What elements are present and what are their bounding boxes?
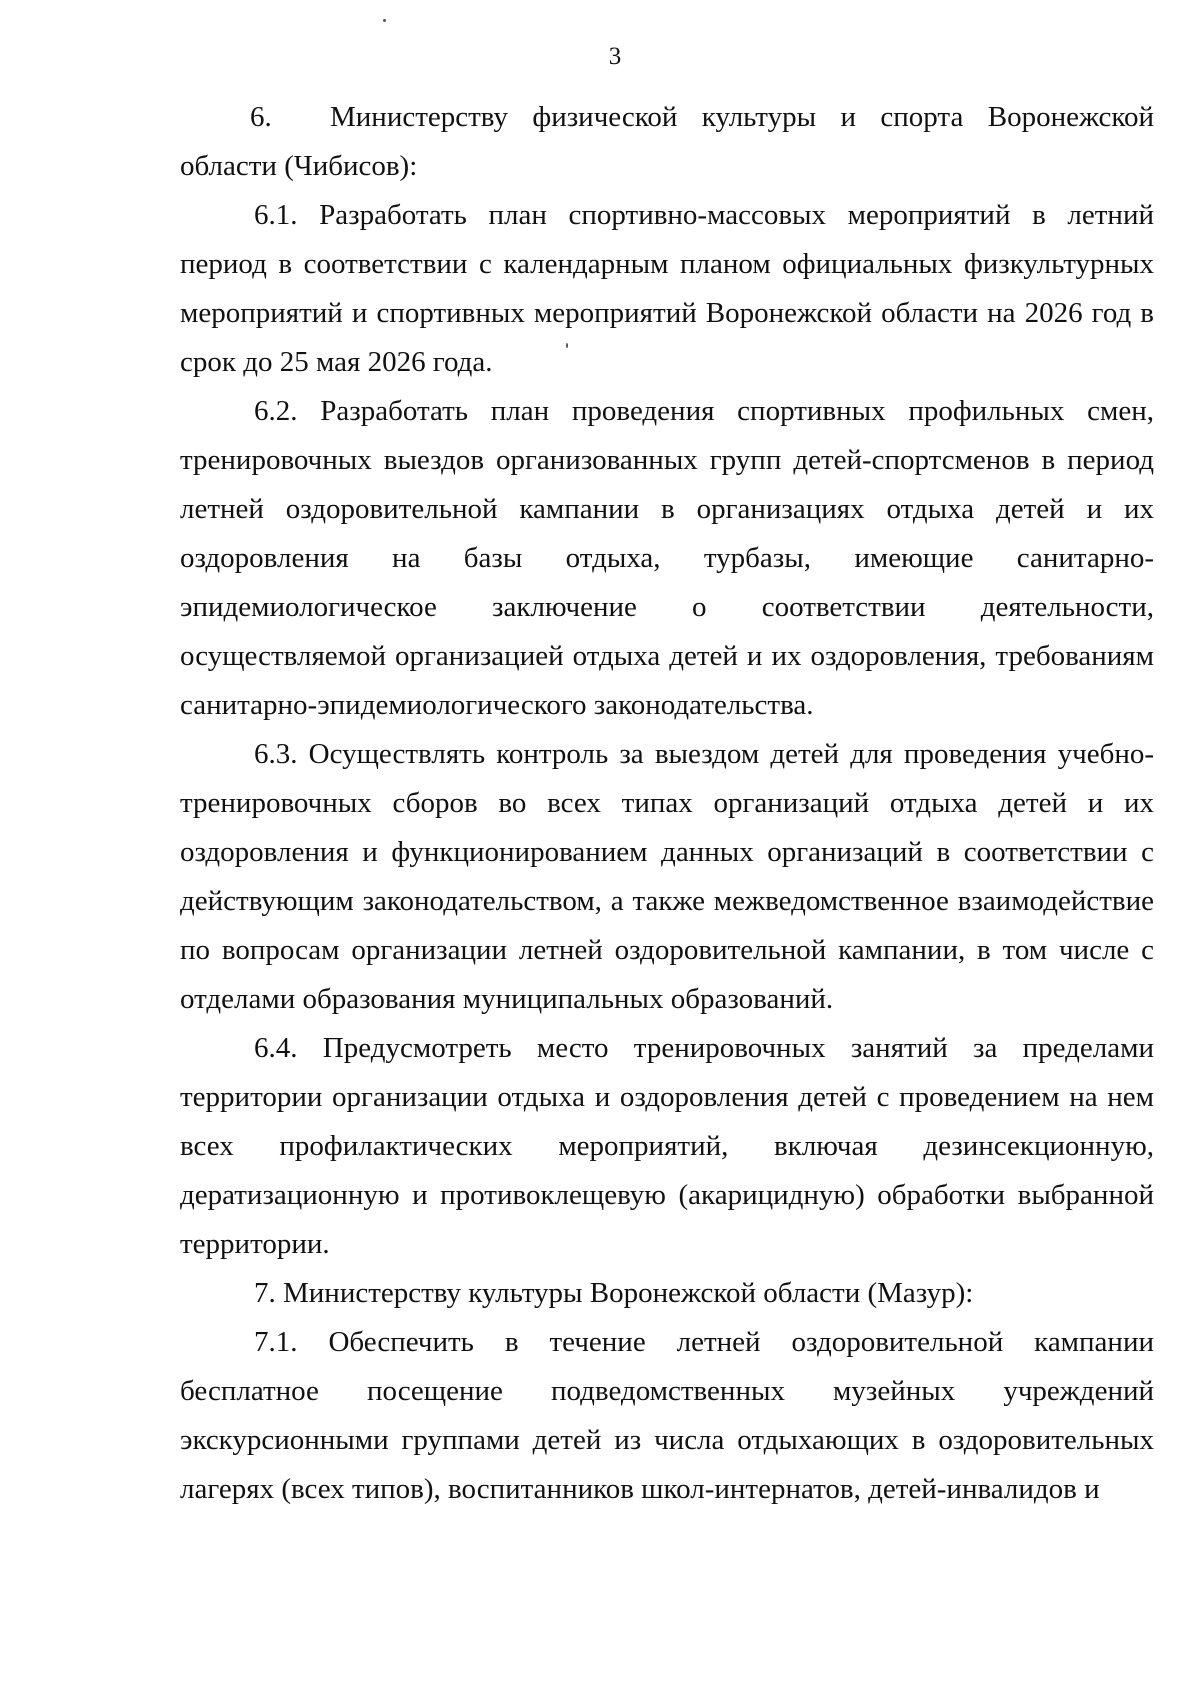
paragraph-6-text: Министерству физической культуры и спорта Воронежской области (Чибисов): — [180, 101, 1154, 182]
paragraph-6-3: 6.3. Осуществлять контроль за выездом детей для проведения учебно-тренировочных сборов во всех типах организаций отдыха детей и их оздоровления и функционированием данных организаций в соответствии с действующим законодательством, а также межведомственное взаимодействие по вопросам организации летней оздоровительной кампании, в том числе с отделами образования муниципальных образований. — [180, 738, 1154, 1015]
paragraph-6-4: 6.4. Предусмотреть место тренировочных занятий за пределами территории организации отдыха и оздоровления детей с проведением на нем всех профилактических мероприятий, включая дезинсекционную, дератизационную и противоклещевую (акарицидную) обработки выбранной территории. — [180, 1032, 1154, 1260]
paragraph-7-1: 7.1. Обеспечить в течение летней оздоровительной кампании бесплатное посещение подведомственных музейных учреждений экскурсионными группами детей из числа отдыхающих в оздоровительных лагерях (всех типов), воспитанников школ-интернатов, детей-инвалидов и — [180, 1326, 1154, 1505]
paragraph-7: 7. Министерству культуры Воронежской области (Мазур): — [254, 1277, 974, 1309]
document-body — [180, 93, 1154, 1514]
page-number: 3 — [608, 43, 622, 70]
paragraph-6-marker: 6. — [250, 101, 272, 133]
paragraph-6-1: 6.1. Разработать план спортивно-массовых мероприятий в летний период в соответствии с календарным планом официальных физкультурных мероприятий и спортивных мероприятий Воронежской области на 2026 год в срок до 25 мая 2026 года. — [180, 199, 1154, 378]
paragraph-6-2: 6.2. Разработать план проведения спортивных профильных смен, тренировочных выездов организованных групп детей-спортсменов в период летней оздоровительной кампании в организациях отдыха детей и их оздоровления на базы отдыха, турбазы, имеющие санитарно-эпидемиологическое заключение о соответствии деятельности, осуществляемой организацией отдыха детей и их оздоровления, требованиям санитарно-эпидемиологического законодательства. — [180, 395, 1154, 721]
scan-speck — [383, 19, 386, 22]
paragraph-6 — [180, 93, 1154, 191]
